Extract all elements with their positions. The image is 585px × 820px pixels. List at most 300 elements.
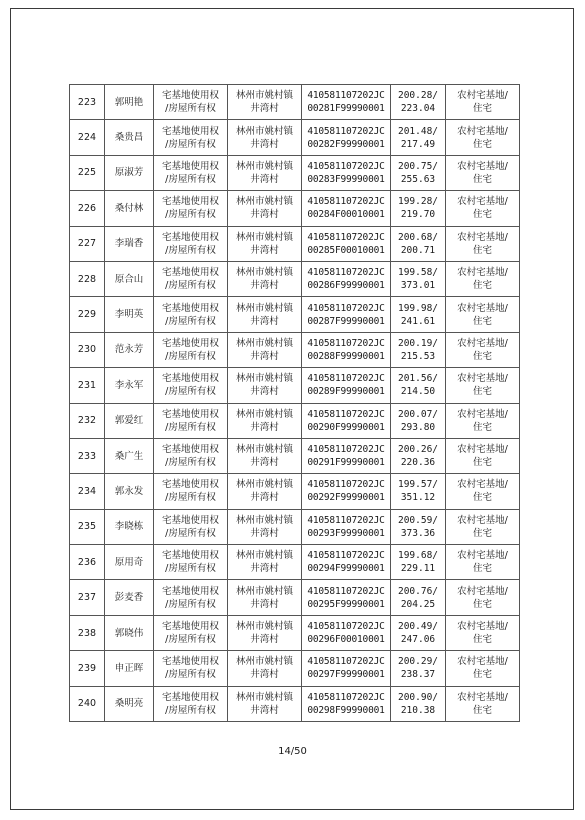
cell-right-type bbox=[154, 686, 228, 721]
cell-right-type-line: 宅基地使用权 bbox=[161, 585, 219, 597]
cell-right-type-line: /房屋所有权 bbox=[165, 527, 216, 539]
cell-right-type-line: /房屋所有权 bbox=[165, 138, 216, 150]
cell-area bbox=[391, 545, 446, 580]
cell-parcel-code bbox=[302, 509, 391, 544]
cell-area bbox=[391, 509, 446, 544]
table-row bbox=[70, 403, 520, 438]
cell-parcel-code bbox=[302, 155, 391, 190]
cell-area-line: 200.68/ bbox=[397, 231, 439, 243]
cell-area-line: 238.37 bbox=[400, 669, 436, 681]
table-row bbox=[70, 85, 520, 120]
table-row bbox=[70, 686, 520, 721]
cell-owner-name: 李永军 bbox=[105, 368, 154, 403]
cell-area bbox=[391, 297, 446, 332]
cell-area-line: 373.36 bbox=[400, 527, 436, 539]
table-row bbox=[70, 332, 520, 367]
cell-land-use-line: 农村宅基地/ bbox=[457, 267, 508, 279]
cell-parcel-code bbox=[302, 474, 391, 509]
cell-parcel-code bbox=[302, 651, 391, 686]
cell-right-type bbox=[154, 438, 228, 473]
cell-area bbox=[391, 580, 446, 615]
cell-owner-name: 李瑞香 bbox=[105, 226, 154, 261]
cell-area-line: 200.75/ bbox=[397, 160, 439, 172]
cell-number: 239 bbox=[70, 651, 105, 686]
cell-land-use-line: 农村宅基地/ bbox=[457, 373, 508, 385]
cell-location bbox=[228, 297, 302, 332]
cell-number: 235 bbox=[70, 509, 105, 544]
cell-location-line: 林州市姚村镇 bbox=[235, 90, 293, 102]
page-number: 14/50 bbox=[278, 746, 307, 757]
cell-land-use-line: 农村宅基地/ bbox=[457, 125, 508, 137]
cell-right-type-line: 宅基地使用权 bbox=[161, 408, 219, 420]
cell-land-use-line: 农村宅基地/ bbox=[457, 302, 508, 314]
cell-area-line: 204.25 bbox=[400, 598, 436, 610]
cell-area-line: 200.71 bbox=[400, 244, 436, 256]
cell-parcel-code-line: 410581107202JC bbox=[307, 550, 385, 562]
cell-owner-name: 范永芳 bbox=[105, 332, 154, 367]
cell-location-line: 林州市姚村镇 bbox=[235, 444, 293, 456]
cell-right-type bbox=[154, 509, 228, 544]
cell-right-type bbox=[154, 545, 228, 580]
cell-location bbox=[228, 332, 302, 367]
cell-right-type bbox=[154, 155, 228, 190]
cell-owner-name: 郭明艳 bbox=[105, 85, 154, 120]
cell-area bbox=[391, 615, 446, 650]
cell-right-type-line: 宅基地使用权 bbox=[161, 160, 219, 172]
cell-owner-name: 申正晖 bbox=[105, 651, 154, 686]
cell-land-use-line: 农村宅基地/ bbox=[457, 621, 508, 633]
cell-right-type-line: /房屋所有权 bbox=[165, 634, 216, 646]
cell-location-line: 井湾村 bbox=[250, 527, 279, 539]
cell-parcel-code-line: 410581107202JC bbox=[307, 231, 385, 243]
cell-location-line: 井湾村 bbox=[250, 669, 279, 681]
cell-area bbox=[391, 403, 446, 438]
cell-right-type-line: 宅基地使用权 bbox=[161, 479, 219, 491]
cell-right-type-line: 宅基地使用权 bbox=[161, 621, 219, 633]
cell-area bbox=[391, 120, 446, 155]
cell-right-type-line: 宅基地使用权 bbox=[161, 125, 219, 137]
cell-location bbox=[228, 403, 302, 438]
cell-owner-name: 彭麦香 bbox=[105, 580, 154, 615]
cell-parcel-code-line: 410581107202JC bbox=[307, 125, 385, 137]
cell-location-line: 井湾村 bbox=[250, 315, 279, 327]
table-row bbox=[70, 261, 520, 296]
cell-land-use-line: 农村宅基地/ bbox=[457, 514, 508, 526]
cell-parcel-code-line: 00286F99990001 bbox=[307, 280, 385, 292]
cell-right-type-line: 宅基地使用权 bbox=[161, 231, 219, 243]
cell-right-type bbox=[154, 651, 228, 686]
cell-owner-name: 桑付林 bbox=[105, 191, 154, 226]
cell-land-use-line: 农村宅基地/ bbox=[457, 408, 508, 420]
cell-parcel-code-line: 00293F99990001 bbox=[307, 527, 385, 539]
cell-land-use-line: 农村宅基地/ bbox=[457, 160, 508, 172]
cell-right-type-line: /房屋所有权 bbox=[165, 315, 216, 327]
cell-land-use-line: 农村宅基地/ bbox=[457, 196, 508, 208]
cell-land-use bbox=[446, 261, 520, 296]
cell-location-line: 林州市姚村镇 bbox=[235, 621, 293, 633]
cell-location bbox=[228, 474, 302, 509]
cell-location bbox=[228, 368, 302, 403]
table-row bbox=[70, 509, 520, 544]
cell-land-use bbox=[446, 226, 520, 261]
table-row bbox=[70, 155, 520, 190]
cell-location-line: 林州市姚村镇 bbox=[235, 656, 293, 668]
cell-right-type-line: /房屋所有权 bbox=[165, 563, 216, 575]
cell-location bbox=[228, 509, 302, 544]
cell-location bbox=[228, 120, 302, 155]
cell-area-line: 199.58/ bbox=[397, 267, 439, 279]
table-row bbox=[70, 580, 520, 615]
cell-location-line: 井湾村 bbox=[250, 173, 279, 185]
cell-right-type-line: /房屋所有权 bbox=[165, 173, 216, 185]
cell-land-use-line: 农村宅基地/ bbox=[457, 337, 508, 349]
cell-area-line: 241.61 bbox=[400, 315, 436, 327]
cell-land-use-line: 住宅 bbox=[472, 457, 492, 469]
table-row bbox=[70, 120, 520, 155]
cell-location-line: 井湾村 bbox=[250, 103, 279, 115]
cell-area-line: 201.56/ bbox=[397, 373, 439, 385]
cell-parcel-code-line: 00294F99990001 bbox=[307, 563, 385, 575]
cell-area bbox=[391, 686, 446, 721]
cell-land-use-line: 住宅 bbox=[472, 421, 492, 433]
cell-location bbox=[228, 191, 302, 226]
cell-location bbox=[228, 438, 302, 473]
cell-parcel-code-line: 410581107202JC bbox=[307, 373, 385, 385]
cell-land-use-line: 住宅 bbox=[472, 138, 492, 150]
cell-owner-name: 郭永发 bbox=[105, 474, 154, 509]
cell-area-line: 293.80 bbox=[400, 421, 436, 433]
cell-location-line: 林州市姚村镇 bbox=[235, 585, 293, 597]
cell-area-line: 199.28/ bbox=[397, 196, 439, 208]
cell-parcel-code bbox=[302, 191, 391, 226]
cell-area-line: 200.76/ bbox=[397, 585, 439, 597]
cell-location-line: 井湾村 bbox=[250, 457, 279, 469]
cell-number: 240 bbox=[70, 686, 105, 721]
cell-right-type-line: /房屋所有权 bbox=[165, 457, 216, 469]
cell-number: 225 bbox=[70, 155, 105, 190]
cell-area-line: 255.63 bbox=[400, 173, 436, 185]
cell-land-use bbox=[446, 332, 520, 367]
cell-right-type-line: /房屋所有权 bbox=[165, 704, 216, 716]
cell-area-line: 200.28/ bbox=[397, 90, 439, 102]
cell-land-use-line: 住宅 bbox=[472, 527, 492, 539]
cell-number: 230 bbox=[70, 332, 105, 367]
cell-owner-name: 桑广生 bbox=[105, 438, 154, 473]
cell-location-line: 林州市姚村镇 bbox=[235, 302, 293, 314]
cell-location-line: 林州市姚村镇 bbox=[235, 125, 293, 137]
cell-parcel-code bbox=[302, 297, 391, 332]
cell-owner-name: 桑明亮 bbox=[105, 686, 154, 721]
cell-parcel-code-line: 00289F99990001 bbox=[307, 386, 385, 398]
cell-right-type bbox=[154, 615, 228, 650]
cell-right-type bbox=[154, 368, 228, 403]
cell-area bbox=[391, 85, 446, 120]
cell-parcel-code bbox=[302, 226, 391, 261]
cell-right-type bbox=[154, 120, 228, 155]
table-row bbox=[70, 474, 520, 509]
cell-parcel-code bbox=[302, 261, 391, 296]
cell-parcel-code-line: 410581107202JC bbox=[307, 90, 385, 102]
cell-number: 224 bbox=[70, 120, 105, 155]
cell-right-type-line: /房屋所有权 bbox=[165, 598, 216, 610]
cell-location bbox=[228, 545, 302, 580]
cell-land-use-line: 住宅 bbox=[472, 563, 492, 575]
cell-right-type-line: 宅基地使用权 bbox=[161, 444, 219, 456]
cell-right-type-line: 宅基地使用权 bbox=[161, 514, 219, 526]
cell-parcel-code-line: 410581107202JC bbox=[307, 408, 385, 420]
cell-location-line: 井湾村 bbox=[250, 492, 279, 504]
cell-location-line: 井湾村 bbox=[250, 280, 279, 292]
cell-parcel-code bbox=[302, 580, 391, 615]
cell-right-type-line: 宅基地使用权 bbox=[161, 550, 219, 562]
cell-location bbox=[228, 651, 302, 686]
cell-area-line: 200.59/ bbox=[397, 514, 439, 526]
cell-right-type-line: /房屋所有权 bbox=[165, 280, 216, 292]
cell-parcel-code bbox=[302, 120, 391, 155]
register-table bbox=[69, 84, 520, 722]
cell-area bbox=[391, 332, 446, 367]
cell-area bbox=[391, 368, 446, 403]
cell-area-line: 200.49/ bbox=[397, 621, 439, 633]
cell-area-line: 223.04 bbox=[400, 103, 436, 115]
cell-area-line: 210.38 bbox=[400, 704, 436, 716]
cell-parcel-code-line: 00283F99990001 bbox=[307, 173, 385, 185]
cell-land-use bbox=[446, 509, 520, 544]
cell-number: 227 bbox=[70, 226, 105, 261]
cell-location-line: 井湾村 bbox=[250, 634, 279, 646]
cell-location-line: 井湾村 bbox=[250, 704, 279, 716]
table-row bbox=[70, 191, 520, 226]
table-row bbox=[70, 615, 520, 650]
cell-location-line: 林州市姚村镇 bbox=[235, 267, 293, 279]
cell-right-type-line: /房屋所有权 bbox=[165, 421, 216, 433]
cell-right-type bbox=[154, 403, 228, 438]
cell-land-use-line: 农村宅基地/ bbox=[457, 691, 508, 703]
cell-parcel-code-line: 00292F99990001 bbox=[307, 492, 385, 504]
cell-area-line: 229.11 bbox=[400, 563, 436, 575]
cell-land-use-line: 农村宅基地/ bbox=[457, 656, 508, 668]
cell-land-use bbox=[446, 155, 520, 190]
cell-right-type-line: 宅基地使用权 bbox=[161, 691, 219, 703]
cell-owner-name: 李明英 bbox=[105, 297, 154, 332]
cell-land-use-line: 农村宅基地/ bbox=[457, 585, 508, 597]
cell-land-use-line: 农村宅基地/ bbox=[457, 444, 508, 456]
cell-area bbox=[391, 651, 446, 686]
cell-land-use-line: 住宅 bbox=[472, 103, 492, 115]
cell-land-use-line: 住宅 bbox=[472, 704, 492, 716]
cell-land-use-line: 住宅 bbox=[472, 350, 492, 362]
cell-number: 238 bbox=[70, 615, 105, 650]
cell-parcel-code-line: 410581107202JC bbox=[307, 621, 385, 633]
cell-location-line: 林州市姚村镇 bbox=[235, 408, 293, 420]
cell-land-use-line: 农村宅基地/ bbox=[457, 231, 508, 243]
cell-land-use-line: 住宅 bbox=[472, 598, 492, 610]
cell-location bbox=[228, 226, 302, 261]
cell-right-type-line: 宅基地使用权 bbox=[161, 267, 219, 279]
cell-land-use-line: 住宅 bbox=[472, 244, 492, 256]
table-row bbox=[70, 438, 520, 473]
cell-land-use bbox=[446, 545, 520, 580]
cell-right-type-line: 宅基地使用权 bbox=[161, 373, 219, 385]
cell-area-line: 199.98/ bbox=[397, 302, 439, 314]
cell-parcel-code-line: 00284F00010001 bbox=[307, 209, 385, 221]
cell-parcel-code-line: 00291F99990001 bbox=[307, 457, 385, 469]
cell-location-line: 林州市姚村镇 bbox=[235, 479, 293, 491]
cell-owner-name: 李晓栋 bbox=[105, 509, 154, 544]
cell-location-line: 林州市姚村镇 bbox=[235, 550, 293, 562]
cell-land-use bbox=[446, 403, 520, 438]
cell-area-line: 200.07/ bbox=[397, 408, 439, 420]
cell-right-type-line: /房屋所有权 bbox=[165, 244, 216, 256]
cell-owner-name: 原淑芳 bbox=[105, 155, 154, 190]
cell-number: 229 bbox=[70, 297, 105, 332]
cell-parcel-code bbox=[302, 545, 391, 580]
cell-parcel-code bbox=[302, 403, 391, 438]
cell-parcel-code-line: 410581107202JC bbox=[307, 691, 385, 703]
table-row bbox=[70, 651, 520, 686]
cell-parcel-code bbox=[302, 438, 391, 473]
cell-land-use-line: 住宅 bbox=[472, 173, 492, 185]
cell-parcel-code-line: 410581107202JC bbox=[307, 160, 385, 172]
cell-location bbox=[228, 85, 302, 120]
cell-right-type-line: /房屋所有权 bbox=[165, 386, 216, 398]
cell-location-line: 林州市姚村镇 bbox=[235, 337, 293, 349]
cell-right-type bbox=[154, 297, 228, 332]
cell-owner-name: 原用奇 bbox=[105, 545, 154, 580]
cell-parcel-code-line: 410581107202JC bbox=[307, 514, 385, 526]
table-row bbox=[70, 226, 520, 261]
cell-land-use-line: 住宅 bbox=[472, 492, 492, 504]
cell-land-use bbox=[446, 615, 520, 650]
cell-right-type-line: 宅基地使用权 bbox=[161, 337, 219, 349]
table-row bbox=[70, 545, 520, 580]
cell-right-type bbox=[154, 85, 228, 120]
cell-area-line: 200.90/ bbox=[397, 691, 439, 703]
cell-area-line: 215.53 bbox=[400, 350, 436, 362]
cell-right-type-line: /房屋所有权 bbox=[165, 492, 216, 504]
cell-right-type bbox=[154, 226, 228, 261]
cell-location bbox=[228, 580, 302, 615]
cell-parcel-code-line: 00298F99990001 bbox=[307, 704, 385, 716]
table-row bbox=[70, 368, 520, 403]
cell-area bbox=[391, 191, 446, 226]
cell-parcel-code-line: 00296F00010001 bbox=[307, 634, 385, 646]
cell-land-use bbox=[446, 438, 520, 473]
cell-parcel-code-line: 00295F99990001 bbox=[307, 598, 385, 610]
cell-parcel-code-line: 410581107202JC bbox=[307, 585, 385, 597]
cell-area bbox=[391, 155, 446, 190]
cell-parcel-code-line: 00281F99990001 bbox=[307, 103, 385, 115]
cell-land-use bbox=[446, 368, 520, 403]
cell-area-line: 247.06 bbox=[400, 634, 436, 646]
cell-parcel-code-line: 00282F99990001 bbox=[307, 138, 385, 150]
cell-area-line: 373.01 bbox=[400, 280, 436, 292]
cell-right-type bbox=[154, 580, 228, 615]
cell-land-use-line: 农村宅基地/ bbox=[457, 90, 508, 102]
cell-location-line: 井湾村 bbox=[250, 209, 279, 221]
cell-location bbox=[228, 155, 302, 190]
cell-parcel-code bbox=[302, 615, 391, 650]
cell-location-line: 井湾村 bbox=[250, 563, 279, 575]
cell-parcel-code-line: 410581107202JC bbox=[307, 337, 385, 349]
cell-area bbox=[391, 261, 446, 296]
cell-area-line: 199.68/ bbox=[397, 550, 439, 562]
cell-parcel-code-line: 410581107202JC bbox=[307, 196, 385, 208]
cell-land-use bbox=[446, 297, 520, 332]
cell-parcel-code-line: 410581107202JC bbox=[307, 302, 385, 314]
cell-land-use bbox=[446, 85, 520, 120]
cell-number: 237 bbox=[70, 580, 105, 615]
cell-right-type-line: /房屋所有权 bbox=[165, 669, 216, 681]
cell-right-type-line: 宅基地使用权 bbox=[161, 302, 219, 314]
cell-land-use-line: 住宅 bbox=[472, 634, 492, 646]
cell-right-type-line: /房屋所有权 bbox=[165, 103, 216, 115]
cell-location-line: 林州市姚村镇 bbox=[235, 373, 293, 385]
cell-right-type bbox=[154, 474, 228, 509]
cell-right-type bbox=[154, 261, 228, 296]
cell-owner-name: 郭晓伟 bbox=[105, 615, 154, 650]
cell-location-line: 井湾村 bbox=[250, 350, 279, 362]
cell-land-use bbox=[446, 191, 520, 226]
cell-area-line: 214.50 bbox=[400, 386, 436, 398]
cell-area-line: 200.29/ bbox=[397, 656, 439, 668]
cell-area-line: 217.49 bbox=[400, 138, 436, 150]
cell-owner-name: 郭爱红 bbox=[105, 403, 154, 438]
cell-land-use bbox=[446, 651, 520, 686]
cell-area bbox=[391, 226, 446, 261]
cell-area-line: 199.57/ bbox=[397, 479, 439, 491]
cell-area-line: 220.36 bbox=[400, 457, 436, 469]
cell-land-use-line: 住宅 bbox=[472, 386, 492, 398]
cell-owner-name: 桑贵昌 bbox=[105, 120, 154, 155]
cell-area-line: 351.12 bbox=[400, 492, 436, 504]
cell-right-type-line: 宅基地使用权 bbox=[161, 656, 219, 668]
cell-area bbox=[391, 474, 446, 509]
cell-parcel-code-line: 00288F99990001 bbox=[307, 350, 385, 362]
cell-location bbox=[228, 261, 302, 296]
cell-location bbox=[228, 686, 302, 721]
cell-right-type-line: 宅基地使用权 bbox=[161, 90, 219, 102]
cell-number: 226 bbox=[70, 191, 105, 226]
cell-land-use-line: 农村宅基地/ bbox=[457, 479, 508, 491]
cell-location-line: 井湾村 bbox=[250, 421, 279, 433]
register-table-body bbox=[70, 85, 520, 722]
cell-parcel-code-line: 410581107202JC bbox=[307, 267, 385, 279]
cell-number: 223 bbox=[70, 85, 105, 120]
cell-right-type-line: 宅基地使用权 bbox=[161, 196, 219, 208]
cell-right-type bbox=[154, 191, 228, 226]
cell-parcel-code bbox=[302, 368, 391, 403]
cell-location-line: 井湾村 bbox=[250, 244, 279, 256]
cell-land-use-line: 住宅 bbox=[472, 315, 492, 327]
cell-owner-name: 原合山 bbox=[105, 261, 154, 296]
cell-number: 234 bbox=[70, 474, 105, 509]
cell-location-line: 井湾村 bbox=[250, 598, 279, 610]
cell-right-type-line: /房屋所有权 bbox=[165, 209, 216, 221]
cell-land-use-line: 住宅 bbox=[472, 280, 492, 292]
cell-number: 231 bbox=[70, 368, 105, 403]
cell-land-use bbox=[446, 580, 520, 615]
cell-parcel-code bbox=[302, 332, 391, 367]
cell-parcel-code-line: 410581107202JC bbox=[307, 479, 385, 491]
cell-parcel-code-line: 00290F99990001 bbox=[307, 421, 385, 433]
cell-parcel-code-line: 00285F00010001 bbox=[307, 244, 385, 256]
cell-number: 236 bbox=[70, 545, 105, 580]
cell-parcel-code bbox=[302, 686, 391, 721]
cell-area-line: 201.48/ bbox=[397, 125, 439, 137]
cell-right-type bbox=[154, 332, 228, 367]
cell-number: 233 bbox=[70, 438, 105, 473]
